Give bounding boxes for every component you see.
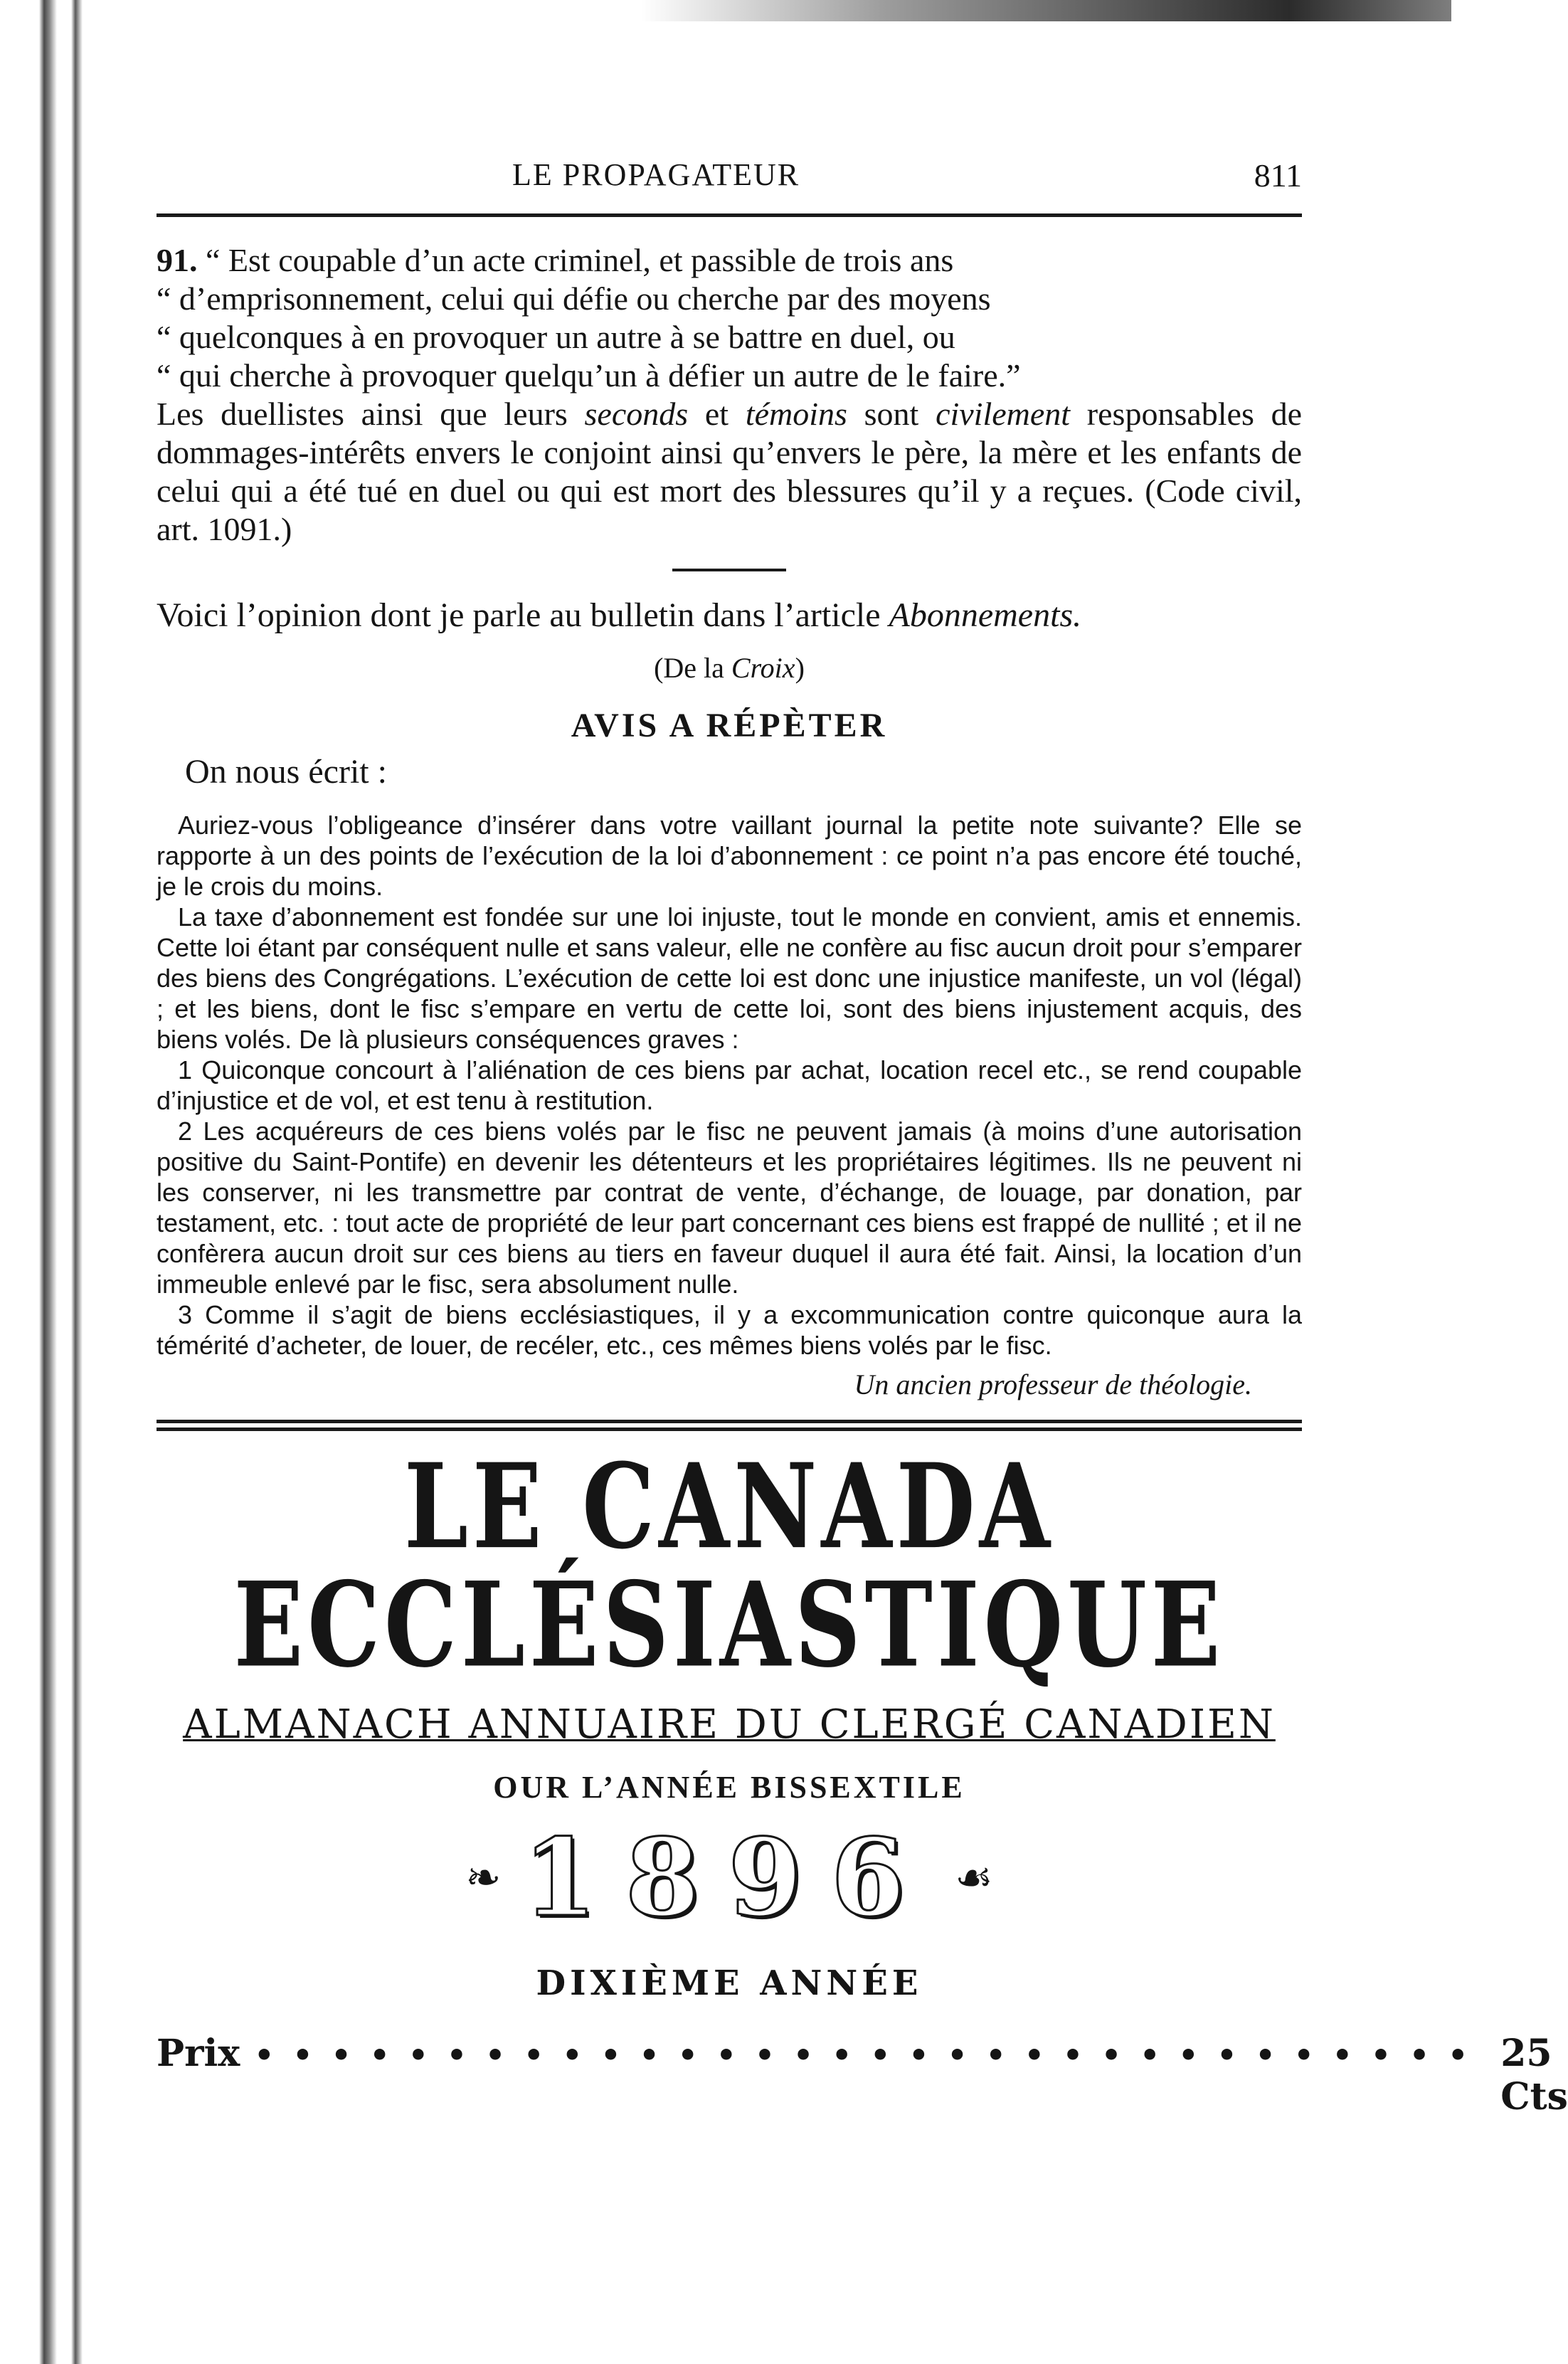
source-name: Croix xyxy=(731,652,795,684)
liability-text: Les duellistes ainsi que leurs xyxy=(157,396,585,432)
source-prefix: (De la xyxy=(654,652,731,684)
quote-line xyxy=(157,357,1302,395)
advertisement-year-label: OUR L’ANNÉE BISSEXTILE xyxy=(493,1770,965,1805)
liability-emphasis: témoins xyxy=(745,396,847,432)
notice-title: AVIS A RÉPÈTER xyxy=(571,707,888,744)
intro-article-name: Abonnements. xyxy=(889,596,1082,634)
greeting: On nous écrit : xyxy=(185,753,387,791)
paragraph-number: 91. xyxy=(157,242,198,278)
page-header xyxy=(157,128,1302,206)
page xyxy=(157,128,1568,2118)
scan-binding-edge xyxy=(0,0,100,2364)
left-ornament-icon: ❧ xyxy=(465,1853,502,1903)
liability-text: et xyxy=(688,396,746,432)
page-number: 811 xyxy=(1254,157,1302,194)
liability-text: sont xyxy=(847,396,936,432)
quote-line-text: “ d’emprisonnement, celui qui défie ou cherche par des moyens xyxy=(157,280,991,317)
advertisement-rule xyxy=(157,1420,1302,1431)
source-suffix: ) xyxy=(795,652,805,684)
quote-line-text: “ quelconques à en provoquer un autre à se battre en duel, ou xyxy=(157,319,955,355)
advertisement-edition: DIXIÈME ANNÉE xyxy=(536,1963,923,2003)
letter-body xyxy=(157,810,1302,1361)
rule-line xyxy=(157,1428,1302,1431)
liability-emphasis: civilement xyxy=(936,396,1071,432)
running-title: LE PROPAGATEUR xyxy=(512,157,800,192)
advertisement-title: LE CANADA ECCLÉSIASTIQUE xyxy=(233,1438,1225,1694)
quote-line xyxy=(157,280,1302,318)
year-row xyxy=(157,1815,1302,1941)
letter-paragraph: 2 Les acquéreurs de ces biens volés par le fisc ne peuvent jamais (à moins d’une autorisation positive du Saint-Pontife) en devenir les détenteurs et les propriétaires légitimes. Ils ne peuvent ni les conserver, ni les transmettre par contrat de vente, d’échange, de louage, par donation, par testament, etc. : tout acte de propriété de leur part concernant ces biens est frappé de nullité ; et il ne confèrera aucun droit sur ces biens au tiers en faveur duquel il aura été fait. Ainsi, la location d’un immeuble enlevé par le fisc, sera absolument nulle. xyxy=(157,1117,1302,1299)
quote-line xyxy=(157,241,1302,280)
dot-leader: •••••••••••••••••••••••••••••••• xyxy=(254,2037,1487,2074)
intro-text: Voici l’opinion dont je parle au bulletin dans l’article xyxy=(157,596,889,634)
header-rule xyxy=(157,213,1302,217)
advertisement-year: 1896 xyxy=(522,1815,933,1941)
source-credit xyxy=(157,651,1302,685)
liability-emphasis: seconds xyxy=(584,396,689,432)
quote-line-text: “ qui cherche à provoquer quelqu’un à défier un autre de le faire.” xyxy=(157,357,1021,394)
price-row xyxy=(157,2032,1568,2118)
letter-paragraph: 1 Quiconque concourt à l’aliénation de ces biens par achat, location recel etc., se rend coupable d’injustice et de vol, et est tenu à restitution. xyxy=(157,1055,1302,1115)
signature: Un ancien professeur de théologie. xyxy=(854,1368,1252,1400)
liability-paragraph xyxy=(157,395,1302,549)
scan-smudge xyxy=(640,0,1451,21)
intro-paragraph xyxy=(157,596,1302,635)
article-body xyxy=(157,241,1302,549)
rule-line xyxy=(157,1420,1302,1423)
price-label: Prix xyxy=(157,2032,240,2075)
right-ornament-icon: ☙ xyxy=(954,1853,993,1903)
advertisement-subtitle: ALMANACH ANNUAIRE DU CLERGÉ CANADIEN xyxy=(183,1701,1276,1748)
quote-line-text: “ Est coupable d’un acte criminel, et passible de trois ans xyxy=(206,242,954,278)
price-value: 25 Cts xyxy=(1500,2032,1568,2118)
letter-paragraph: 3 Comme il s’agit de biens ecclésiastiques, il y a excommunication contre quiconque aura la témérité d’acheter, de louer, de recéler, etc., ces mêmes biens volés par le fisc. xyxy=(157,1300,1302,1360)
liability-text: responsables de dommages-intérêts envers le conjoint ainsi qu’envers le père, la mère et les enfants de celui qui a été tué en duel ou qui est mort des blessures qu’il y a reçues. (Code civil, art. 1091.) xyxy=(157,396,1302,547)
letter-paragraph: La taxe d’abonnement est fondée sur une loi injuste, tout le monde en convient, amis et ennemis. Cette loi étant par conséquent nulle et sans valeur, elle ne confère au fisc aucun droit pour s’emparer des biens des Congrégations. L’exécution de cette loi est donc une injustice manifeste, un vol (légal) ; et les biens, dont le fisc s’empare en vertu de cette loi, sont des biens injustement acquis, des biens volés. De là plusieurs conséquences graves : xyxy=(157,902,1302,1054)
letter-paragraph: Auriez-vous l’obligeance d’insérer dans votre vaillant journal la petite note suivante? Elle se rapporte à un des points de l’exécution de la loi d’abonnement : ce point n’a pas encore été touché, je le crois du moins. xyxy=(157,811,1302,901)
section-divider xyxy=(672,569,786,571)
quote-line xyxy=(157,318,1302,357)
